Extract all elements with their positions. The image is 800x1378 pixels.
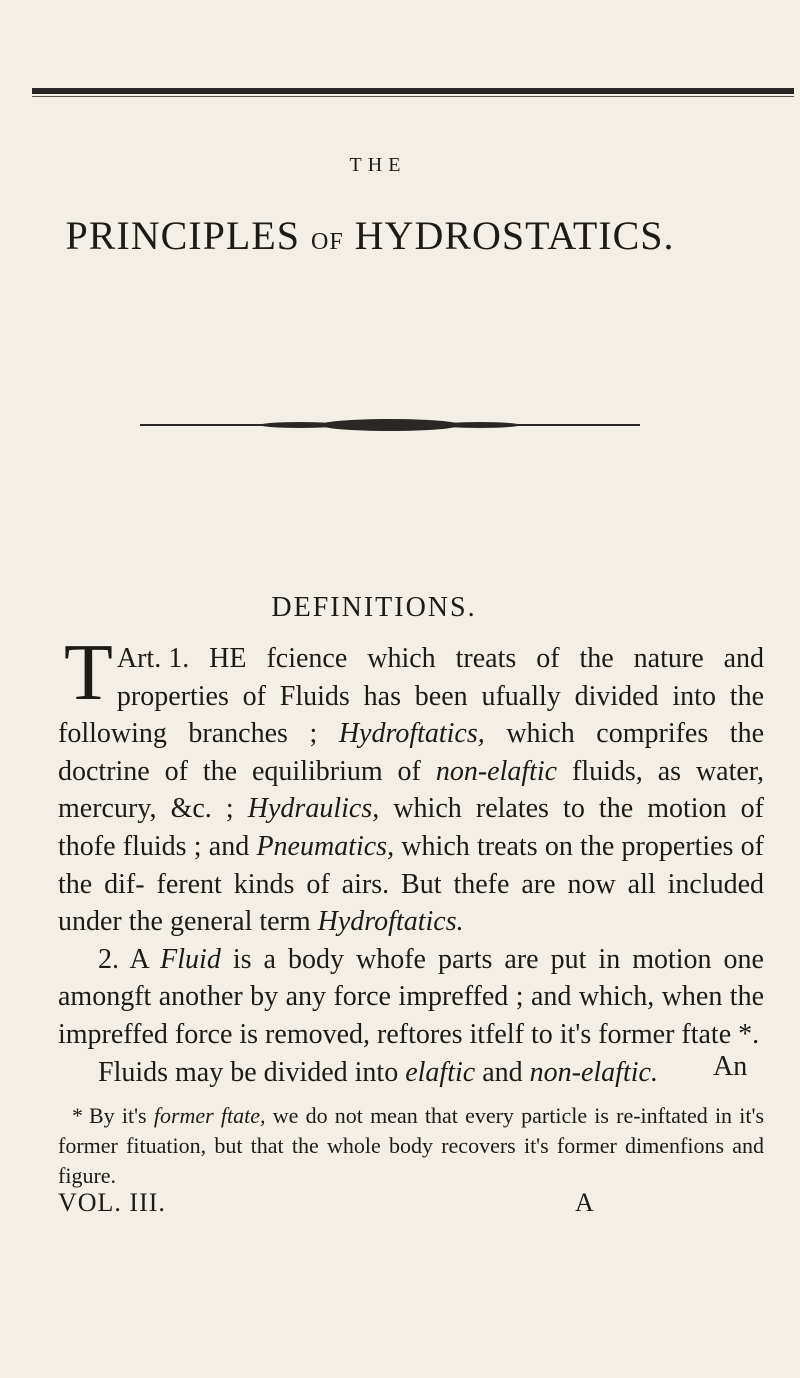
top-rule-thin	[32, 96, 794, 97]
volume-signature: VOL. III.	[58, 1188, 166, 1217]
main-text	[58, 629, 765, 1091]
article-1-label: Art. 1.	[116, 643, 190, 674]
article-2-number: 2.	[98, 943, 119, 975]
term-elastic: elaftic	[405, 1056, 476, 1088]
article-3-text-b: and	[482, 1056, 523, 1088]
article-2-text-a: A	[129, 943, 149, 975]
term-hydraulics: Hydraulics,	[247, 793, 380, 825]
article-1-text-5: which treats on the properties of the dif- ferent kinds of airs. But thefe are now all included under the general term	[58, 830, 764, 938]
term-fluid: Fluid	[160, 943, 221, 975]
footnote-mark: *	[72, 1103, 83, 1128]
page-title	[0, 212, 770, 259]
title-of: OF	[310, 229, 344, 255]
article-1-text: HE fcience which treats of the nature and properties of Fluids has been ufually divided into the following branches ;	[58, 643, 765, 750]
title-prefix: THE	[349, 154, 407, 176]
ornament-rule-icon	[140, 418, 640, 432]
section-heading: DEFINITIONS.	[271, 592, 477, 623]
title-subject: HYDROSTATICS.	[354, 213, 675, 258]
term-non-elastic-2: non-elaftic.	[529, 1056, 658, 1088]
term-hydrostatics-2: Hydroftatics.	[317, 906, 464, 938]
article-2-text-b: is a body whofe parts are put in motion one amongft another by any force impreffed ; and which, when the impreffed force is removed, reftores itfelf to it's former ftate *.	[58, 943, 764, 1050]
term-pneumatics: Pneumatics,	[256, 830, 395, 862]
article-2	[58, 941, 764, 1054]
article-1-text-4: which relates to the motion of thofe fluids ; and	[58, 793, 765, 862]
title-main: PRINCIPLES	[65, 213, 300, 258]
footnote-text-b: we do not mean that every particle is re-inftated in it's former fituation, but that the whole body recovers it's former dimenfions and figure.	[58, 1103, 765, 1188]
article-1-text-3: fluids, as water, mercury, &c. ;	[58, 755, 765, 825]
term-hydrostatics: Hydroftatics,	[338, 718, 485, 750]
article-1-text-2: which comprifes the doctrine of the equilibrium of	[58, 718, 764, 787]
footnote-term: former ftate,	[153, 1103, 266, 1128]
article-1	[58, 629, 765, 941]
catchword: An	[713, 1051, 748, 1082]
signature-mark: A	[575, 1188, 594, 1217]
footnote-text-a: By it's	[89, 1103, 147, 1128]
top-rule	[32, 88, 794, 94]
article-3	[58, 1054, 764, 1092]
term-non-elastic: non-elaftic	[435, 755, 558, 787]
footnote	[58, 1101, 764, 1191]
drop-cap: T	[64, 629, 113, 717]
article-3-text-a: Fluids may be divided into	[98, 1056, 399, 1088]
